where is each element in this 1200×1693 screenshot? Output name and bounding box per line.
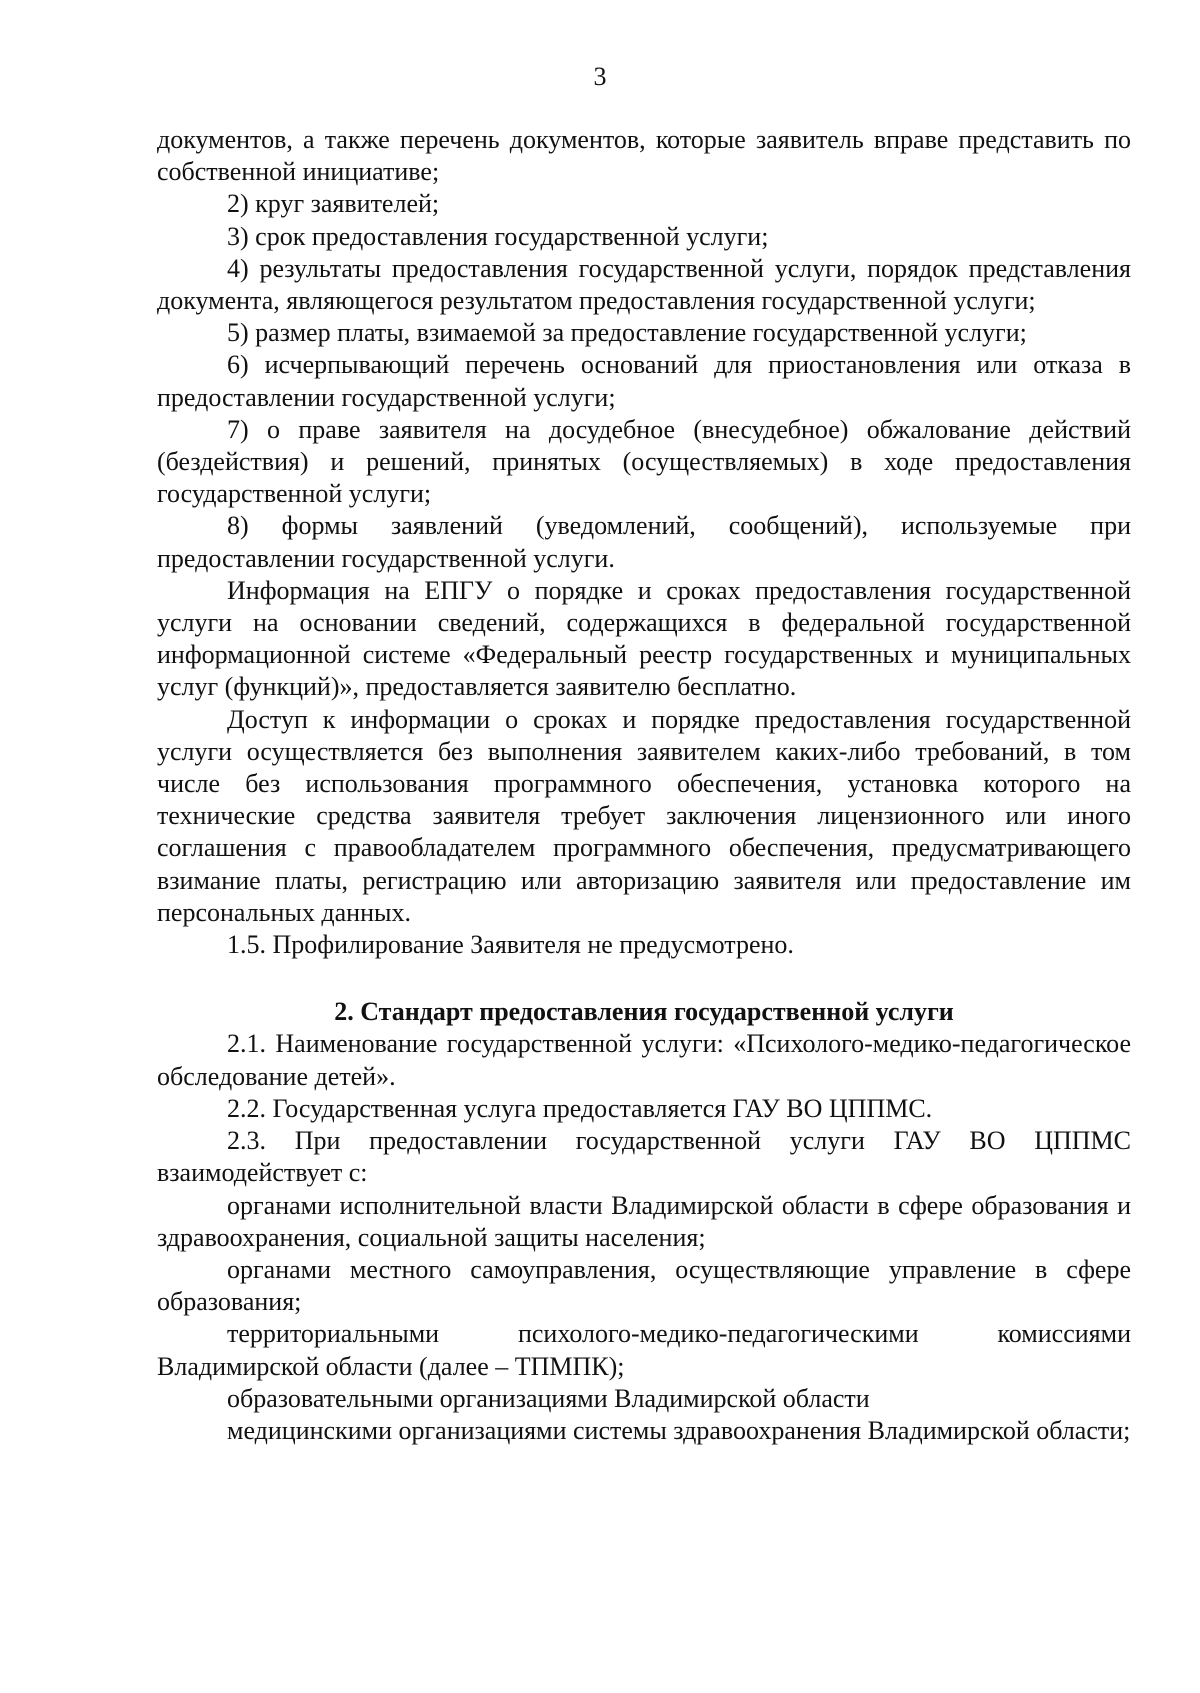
paragraph-2-1: 2.1. Наименование государственной услуги: «Психолого-медико-педагогическое обследование детей». — [157, 1029, 1131, 1091]
bottom-paragraphs — [157, 1028, 1131, 1447]
list-item-3: 3) срок предоставления государственной услуги; — [227, 221, 769, 251]
paragraph-continued: документов, а также перечень документов, которые заявитель вправе представить по собственной инициативе; — [157, 125, 1131, 187]
paragraph-2-2: 2.2. Государственная услуга предоставляется ГАУ ВО ЦППМС. — [227, 1093, 933, 1123]
paragraph-org-edu: образовательными организациями Владимирской области — [227, 1383, 870, 1413]
list-item-8: 8) формы заявлений (уведомлений, сообщений), используемые при предоставлении государственной услуги. — [157, 511, 1131, 573]
list-item-2: 2) круг заявителей; — [227, 189, 440, 219]
list-item-4: 4) результаты предоставления государственной услуги, порядок представления документа, являющегося результатом предоставления государственной услуги; — [157, 253, 1131, 316]
page-number: 3 — [593, 62, 607, 91]
document-body — [157, 124, 1131, 1447]
list-item-7: 7) о праве заявителя на досудебное (внесудебное) обжалование действий (бездействия) и решений, принятых (осуществляемых) в ходе предоставления государственной услуги; — [157, 414, 1131, 509]
section-heading: 2. Стандарт предоставления государственной услуги — [334, 997, 954, 1027]
paragraph-info-epgu: Информация на ЕПГУ о порядке и сроках предоставления государственной услуги на основании сведений, содержащихся в федеральной государственной информационной системе «Федеральный реестр государственных и муниципальных услуг (функций)», предоставляется заявителю бесплатно. — [157, 575, 1131, 702]
paragraph-org-local: органами местного самоуправления, осуществляющие управление в сфере образования; — [157, 1254, 1131, 1317]
paragraph-2-3: 2.3. При предоставлении государственной услуги ГАУ ВО ЦППМС взаимодействует с: — [157, 1126, 1131, 1188]
list-item-5: 5) размер платы, взимаемой за предоставление государственной услуги; — [227, 318, 1027, 348]
paragraph-org-tpmpk: территориальными психолого-медико-педагогическими комиссиями Владимирской области (далее – ТПМПК); — [157, 1319, 1131, 1381]
top-paragraphs — [157, 124, 1131, 961]
list-item-6: 6) исчерпывающий перечень оснований для приостановления или отказа в предоставлении государственной услуги; — [157, 350, 1131, 412]
paragraph-1-5: 1.5. Профилирование Заявителя не предусмотрено. — [227, 930, 794, 960]
paragraph-org-exec: органами исполнительной власти Владимирской области в сфере образования и здравоохранения, социальной защиты населения; — [157, 1190, 1131, 1252]
paragraph-org-med: медицинскими организациями системы здравоохранения Владимирской области; — [227, 1415, 1131, 1445]
paragraph-access: Доступ к информации о сроках и порядке предоставления государственной услуги осуществляется без выполнения заявителем каких-либо требований, в том числе без использования программного обеспечения, установка которого на технические средства заявителя требует заключения лицензионного или иного соглашения с правообладателем программного обеспечения, предусматривающего взимание платы, регистрацию или авторизацию заявителя или предоставление им персональных данных. — [157, 704, 1131, 927]
